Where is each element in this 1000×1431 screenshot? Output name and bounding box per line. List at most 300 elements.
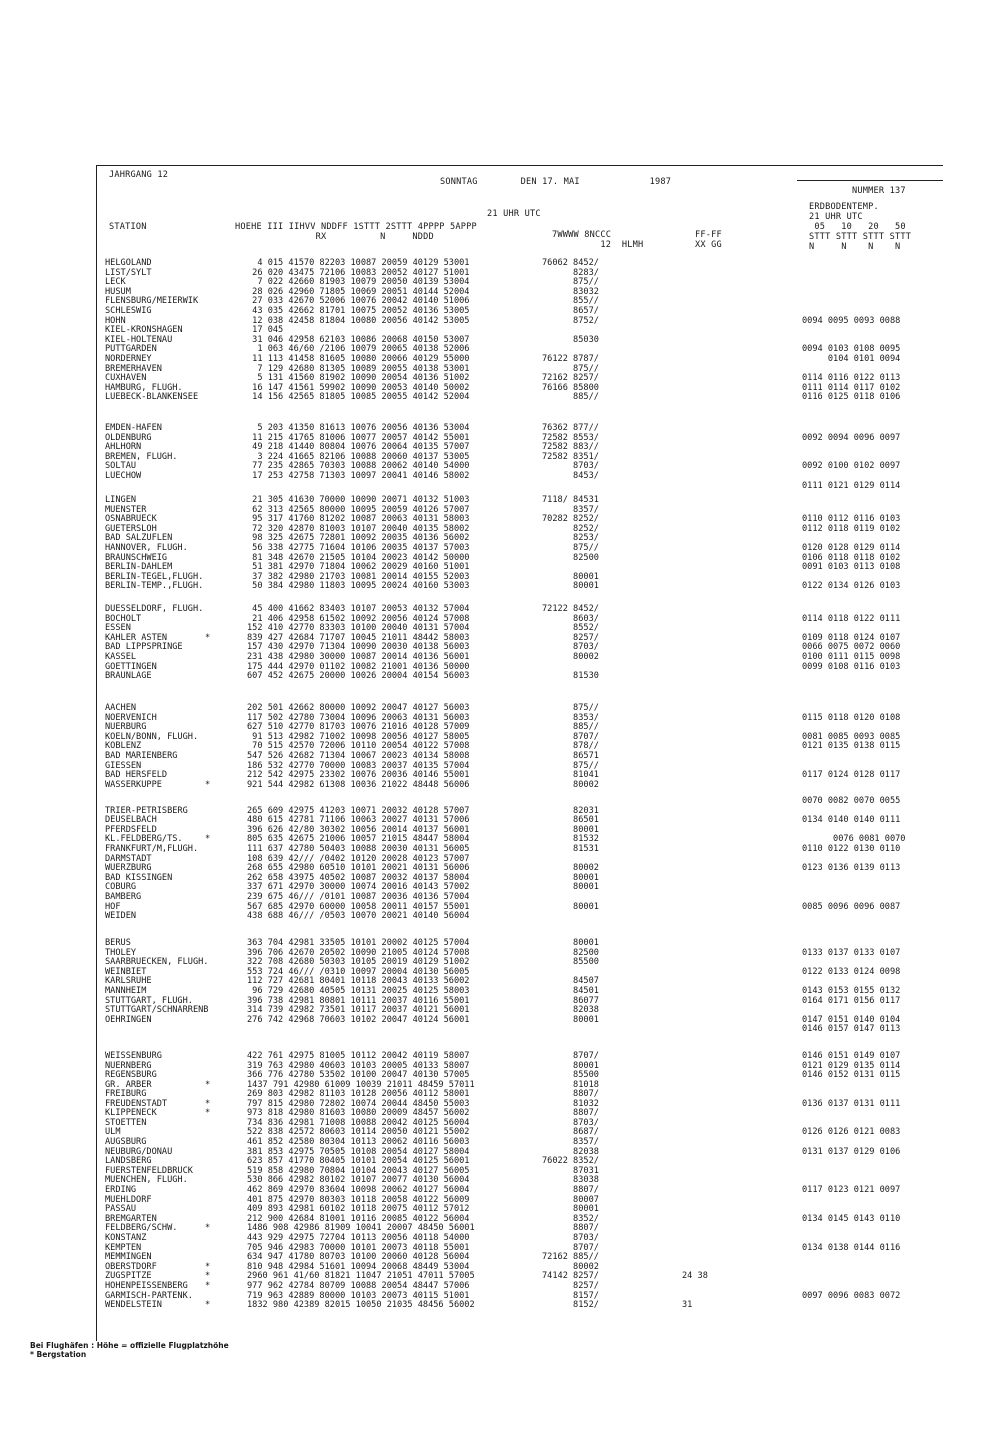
station-row (97, 815, 943, 825)
station-row (97, 392, 943, 402)
soil-temperatures: 0112 0118 0119 0102 (802, 523, 901, 534)
station-row (97, 614, 943, 624)
weather-code: 81032 (542, 1098, 599, 1109)
station-name: KOBLENZ (105, 741, 142, 752)
station-name: WEIDEN (105, 911, 137, 922)
synop-values: 443 929 42975 72704 10113 20056 40118 54000 (247, 1233, 470, 1243)
station-name: OBERSTDORF (105, 1261, 157, 1272)
soil-temp-header: ERDBODENTEMP. (809, 202, 879, 212)
soil-temperatures: 0114 0118 0122 0111 (802, 613, 901, 624)
station-name: FRANKFURT/M,FLUGH. (105, 844, 199, 854)
synop-values: 17 045 (247, 325, 284, 336)
weather-code: 80007 (542, 1194, 599, 1205)
weather-code: 76022 8352/ (542, 1156, 599, 1167)
station-row (97, 452, 943, 462)
station-row (97, 1089, 943, 1099)
soil-temperatures: 0092 0100 0102 0097 (802, 461, 901, 472)
station-name: BREMGARTEN (105, 1213, 157, 1224)
station-name: LUECHOW (105, 471, 142, 481)
weather-code: 72582 883// (542, 442, 599, 453)
mountain-station-marker: * (205, 779, 211, 790)
station-row (97, 524, 943, 534)
soil-temperatures: 0133 0137 0133 0107 (802, 947, 901, 958)
station-row (97, 854, 943, 864)
synop-values: 705 946 42983 70000 10101 20073 40118 55001 (247, 1242, 470, 1253)
synop-values: 91 513 42982 71002 10098 20056 40127 58005 (247, 731, 470, 742)
soil-temperatures: 0094 0103 0108 0095 (802, 344, 901, 355)
weather-code: 8703/ (542, 1117, 599, 1128)
station-row (97, 1291, 943, 1301)
weather-code: 81018 (542, 1079, 599, 1090)
station-name: PUTTGARDEN (105, 344, 157, 355)
weather-code: 8257/ (542, 632, 599, 643)
station-name: SOLTAU (105, 461, 137, 472)
weather-code: 8707/ (542, 731, 599, 742)
weather-code: 8157/ (542, 1290, 599, 1301)
soil-temperatures: 0117 0124 0128 0117 (802, 770, 901, 781)
synop-values: 43 035 42662 81701 10075 20052 40136 53005 (247, 306, 470, 316)
station-row (97, 873, 943, 883)
weather-code: 8807/ (542, 1089, 599, 1099)
synop-values: 77 235 42865 70303 10088 20062 40140 54000 (247, 461, 470, 472)
mountain-station-marker: * (205, 1281, 211, 1291)
soil-temperatures: 0111 0121 0129 0114 (802, 480, 901, 491)
station-name: DARMSTADT (105, 853, 152, 864)
synop-values: 7 129 42680 81305 10089 20055 40138 53001 (247, 363, 470, 374)
synop-values: 49 218 41440 80804 10076 20064 40135 57007 (247, 442, 470, 453)
station-name: AUGSBURG (105, 1137, 147, 1147)
utc-label: 21 UHR UTC (487, 209, 541, 219)
station-row (97, 461, 943, 471)
synop-values: 973 818 42980 81603 10080 20009 48457 56002 (247, 1108, 470, 1119)
gust-values: 31 (682, 1300, 693, 1311)
station-name: CUXHAVEN (105, 373, 147, 384)
station-row (97, 1061, 943, 1071)
weather-code: 70282 8252/ (542, 514, 599, 525)
station-row (97, 662, 943, 672)
weather-code: 8257/ (542, 1281, 599, 1291)
station-name: KIEL-HOLTENAU (105, 334, 173, 345)
soil-temperatures: 0114 0116 0122 0113 (802, 373, 901, 384)
soil-temperatures: 0085 0096 0096 0087 (802, 901, 901, 912)
synop-values: 45 400 41662 83403 10107 20053 40132 57004 (247, 604, 470, 614)
weather-code: 80002 (542, 1261, 599, 1272)
weather-code: 84507 (542, 976, 599, 987)
synop-values: 21 406 42958 61502 10092 20056 40124 57008 (247, 613, 470, 624)
weather-code: 878// (542, 741, 599, 752)
station-row (97, 1223, 943, 1233)
station-name: BERLIN-TEMP.,FLUGH. (105, 581, 204, 592)
soil-temp-depths: 05 10 20 50 (809, 222, 906, 232)
station-name: BAD HERSFELD (105, 770, 168, 781)
weather-code: 80001 (542, 1204, 599, 1215)
synop-values: 202 501 42662 80000 10092 20047 40127 56003 (247, 703, 470, 713)
station-row (97, 1271, 943, 1281)
weather-code: 8807/ (542, 1223, 599, 1234)
station-row (97, 1051, 943, 1061)
synop-values: 396 626 42/80 30302 10056 20014 40137 56001 (247, 824, 470, 835)
weather-code: 76062 8452/ (542, 258, 599, 268)
station-row (97, 1243, 943, 1253)
synop-values: 186 532 42770 70000 10083 20037 40135 57004 (247, 760, 470, 771)
station-row (97, 713, 943, 723)
weather-code: 8353/ (542, 712, 599, 723)
station-name: NUERBURG (105, 722, 147, 733)
synop-values: 1 063 46/60 /2106 10079 20065 40138 52006 (247, 344, 470, 355)
synop-values: 231 438 42980 30000 10087 20014 40136 56001 (247, 652, 470, 662)
weather-column-header: 7WWWW 8NCCC (552, 230, 612, 240)
station-row (97, 911, 943, 921)
station-row (97, 553, 943, 563)
station-row (97, 383, 943, 393)
station-name: HOF (105, 901, 121, 912)
synop-values: 409 893 42981 60102 10118 20075 40112 57012 (247, 1204, 470, 1215)
weather-code: 8252/ (542, 523, 599, 534)
station-name: AHLHORN (105, 442, 142, 453)
station-row (97, 770, 943, 780)
station-name: MANNHEIM (105, 986, 147, 996)
station-name: WEISSENBURG (105, 1051, 162, 1061)
station-name: BAMBERG (105, 892, 142, 902)
station-name: MEMMINGEN (105, 1252, 152, 1263)
station-name: KEMPTEN (105, 1242, 142, 1253)
station-name: BRAUNSCHWEIG (105, 552, 168, 563)
mountain-station-marker: * (205, 1098, 211, 1109)
mountain-station-marker: * (205, 834, 211, 845)
gust-column-subheader: XX GG (695, 240, 722, 250)
soil-temperatures: 0146 0152 0131 0115 (802, 1070, 901, 1081)
station-name: ZUGSPITZE (105, 1271, 152, 1282)
station-row (97, 780, 943, 790)
synop-values: 11 215 41765 81006 10077 20057 40142 55001 (247, 432, 470, 443)
station-row (97, 863, 943, 873)
synop-values: 623 857 41770 80405 10101 20054 40125 56001 (247, 1156, 470, 1167)
station-row (97, 938, 943, 948)
station-row (97, 967, 943, 977)
synop-values: 396 738 42981 80801 10111 20037 40116 55001 (247, 995, 470, 1006)
synop-values: 1832 980 42389 82015 10050 21035 48456 56002 (247, 1300, 475, 1311)
weather-code: 8703/ (542, 461, 599, 472)
synop-values: 519 858 42980 70804 10104 20043 40127 56005 (247, 1165, 470, 1176)
station-name: SAARBRUECKEN, FLUGH. (105, 957, 209, 968)
station-row (97, 1300, 943, 1310)
station-name: HAMBURG, FLUGH. (105, 382, 183, 393)
soil-temperatures: 0081 0085 0093 0085 (802, 731, 901, 742)
station-row (97, 806, 943, 816)
mountain-station-marker: * (205, 1079, 211, 1090)
station-row (97, 354, 943, 364)
synop-values: 530 866 42982 80102 10107 20077 40130 56004 (247, 1175, 470, 1186)
soil-temperatures: 0076 0081 0070 (802, 834, 906, 845)
synop-values: 157 430 42970 71304 10090 20030 40138 56003 (247, 642, 470, 653)
weather-code: 875// (542, 543, 599, 553)
soil-temperatures: 0070 0082 0070 0055 (802, 796, 901, 806)
soil-temperatures: 0126 0126 0121 0083 (802, 1127, 901, 1138)
station-row (97, 471, 943, 481)
soil-temperatures: 0109 0118 0124 0107 (802, 632, 901, 643)
synop-values: 547 526 42682 71304 10067 20023 40134 58008 (247, 751, 470, 761)
weather-code: 8283/ (542, 267, 599, 278)
station-row (97, 1070, 943, 1080)
jahrgang-label: JAHRGANG 12 (109, 170, 169, 180)
station-name: MUENSTER (105, 504, 147, 515)
synop-values: 72 320 42870 81003 10107 20040 40135 58002 (247, 523, 470, 534)
weather-code: 885// (542, 722, 599, 733)
station-row (97, 892, 943, 902)
station-name: GR. ARBER (105, 1079, 152, 1090)
station-column-header: STATION (109, 222, 147, 232)
station-row (97, 344, 943, 354)
weather-code: 85500 (542, 1070, 599, 1081)
station-name: OLDENBURG (105, 432, 152, 443)
synop-values: 480 615 42781 71106 10063 20027 40131 57006 (247, 815, 470, 826)
weather-code: 8357/ (542, 504, 599, 515)
synop-values: 117 502 42780 73004 10096 20063 40131 56003 (247, 712, 470, 723)
synop-values: 21 305 41630 70000 10090 20071 40132 51003 (247, 495, 470, 505)
station-name: COBURG (105, 882, 137, 893)
synop-values: 462 869 42970 83604 10098 20062 40127 56004 (247, 1185, 470, 1195)
weather-code: 85500 (542, 957, 599, 968)
station-name: NORDERNEY (105, 354, 152, 364)
station-name: BERUS (105, 938, 131, 948)
soil-temperatures: 0146 0157 0147 0113 (802, 1024, 901, 1035)
station-row (97, 902, 943, 912)
station-name: BREMERHAVEN (105, 363, 162, 374)
weather-code: 80001 (542, 1014, 599, 1025)
synop-values: 262 658 43975 40502 10087 20032 40137 58004 (247, 872, 470, 883)
soil-temperatures: 0123 0136 0139 0113 (802, 863, 901, 874)
station-row (97, 1195, 943, 1205)
weather-column-subheader: 12 HLMH (552, 240, 644, 250)
station-row (97, 1185, 943, 1195)
synop-values: 337 671 42970 30000 10074 20016 40143 57002 (247, 882, 470, 893)
station-row (97, 1204, 943, 1214)
weather-code: 885// (542, 392, 599, 403)
station-row (97, 722, 943, 732)
synop-values: 5 131 41560 81902 10090 20054 40136 51002 (247, 373, 470, 384)
station-name: PFERDSFELD (105, 824, 157, 835)
synop-values: 438 688 46/// /0503 10070 20021 40140 56004 (247, 911, 470, 922)
weather-report-sheet (96, 165, 943, 1341)
soil-temperatures: 0106 0118 0118 0102 (802, 552, 901, 563)
station-row (97, 623, 943, 633)
station-name: BRAUNLAGE (105, 671, 152, 682)
weather-code: 80001 (542, 581, 599, 592)
station-name: WASSERKUPPE (105, 779, 162, 790)
station-name: OSNABRUECK (105, 514, 157, 525)
station-row (97, 996, 943, 1006)
soil-temperatures: 0122 0134 0126 0103 (802, 581, 901, 592)
weather-code: 875// (542, 760, 599, 771)
soil-temperatures: 0117 0123 0121 0097 (802, 1185, 901, 1195)
station-name: STUTTGART/SCHNARRENB (105, 1005, 209, 1016)
synop-values: 17 253 42758 71303 10097 20041 40146 58002 (247, 471, 470, 481)
synop-values: 98 325 42675 72801 10092 20035 40136 56002 (247, 533, 470, 544)
soil-temperatures: 0134 0145 0143 0110 (802, 1213, 901, 1224)
station-row (97, 1099, 943, 1109)
synop-values: 12 038 42458 81804 10080 20056 40142 53005 (247, 315, 470, 326)
weather-code: 82038 (542, 1146, 599, 1157)
weather-code: 87031 (542, 1165, 599, 1176)
nummer-rule (797, 180, 943, 181)
station-row (97, 1005, 943, 1015)
synop-values: 7 022 42660 81903 10079 20050 40139 53004 (247, 277, 470, 288)
station-row (97, 572, 943, 582)
synop-values: 269 803 42982 81103 10128 20056 40112 58001 (247, 1089, 470, 1099)
station-name: LANDSBERG (105, 1156, 152, 1167)
soil-temperatures: 0094 0095 0093 0088 (802, 315, 901, 326)
station-name: KIEL-KRONSHAGEN (105, 325, 183, 336)
synop-values: 366 776 42780 53502 10100 20047 40130 57005 (247, 1070, 470, 1081)
synop-values: 27 033 42670 52006 10076 20042 40140 51006 (247, 296, 470, 307)
soil-temperatures: 0147 0151 0140 0104 (802, 1014, 901, 1025)
station-name: ESSEN (105, 623, 131, 634)
weather-code: 72122 8452/ (542, 604, 599, 614)
station-row (97, 1175, 943, 1185)
station-name: FLENSBURG/MEIERWIK (105, 296, 199, 307)
station-row (97, 671, 943, 681)
station-name: WEINBIET (105, 966, 147, 977)
station-name: HANNOVER, FLUGH. (105, 543, 188, 553)
mountain-station-marker: * (205, 632, 211, 643)
synop-values: 108 639 42/// /0402 10120 20028 40123 57007 (247, 853, 470, 864)
weather-code: 72162 885// (542, 1252, 599, 1263)
weather-code: 8357/ (542, 1137, 599, 1147)
station-name: NEUBURG/DONAU (105, 1146, 173, 1157)
nummer-label: NUMMER 137 (852, 186, 906, 196)
station-row (97, 844, 943, 854)
weather-code: 875// (542, 277, 599, 288)
station-name: KONSTANZ (105, 1233, 147, 1243)
mountain-station-marker: * (205, 1223, 211, 1234)
synop-values: 212 900 42684 81001 10116 20085 40122 56004 (247, 1213, 470, 1224)
station-name: FREIBURG (105, 1089, 147, 1099)
station-row (97, 741, 943, 751)
weather-code: 7118/ 84531 (542, 495, 599, 505)
station-name: DUESSELDORF, FLUGH. (105, 604, 204, 614)
station-row (97, 1127, 943, 1137)
weather-code: 80001 (542, 901, 599, 912)
weather-code: 8707/ (542, 1242, 599, 1253)
station-name: HOHN (105, 315, 126, 326)
synop-values: 26 020 43475 72106 10083 20052 40127 51001 (247, 267, 470, 278)
synop-values: 175 444 42970 01102 10082 21001 40136 50000 (247, 661, 470, 672)
station-name: FREUDENSTADT (105, 1098, 168, 1109)
synop-values: 734 836 42981 71008 10088 20042 40125 56004 (247, 1117, 470, 1128)
synop-values: 381 853 42975 70505 10108 20054 40127 58004 (247, 1146, 470, 1157)
soil-temp-units: STTT STTT STTT STTT (809, 232, 912, 242)
station-row (97, 533, 943, 543)
soil-temperatures: 0120 0128 0129 0114 (802, 543, 901, 553)
synop-values: 31 046 42958 62103 10086 20068 40150 53007 (247, 334, 470, 345)
weather-code: 8453/ (542, 471, 599, 481)
soil-temperatures: 0134 0140 0140 0111 (802, 815, 901, 826)
weather-code: 8703/ (542, 642, 599, 653)
weather-code: 8807/ (542, 1185, 599, 1195)
station-name: KARLSRUHE (105, 976, 152, 987)
station-row (97, 495, 943, 505)
station-name: GOETTINGEN (105, 661, 157, 672)
station-row (97, 1147, 943, 1157)
synop-values: 14 156 42565 81805 10085 20055 40142 52004 (247, 392, 470, 403)
weather-code: 82031 (542, 805, 599, 816)
station-row (97, 732, 943, 742)
weather-code: 8657/ (542, 306, 599, 316)
weather-code: 86501 (542, 815, 599, 826)
station-name: KAHLER ASTEN (105, 632, 168, 643)
station-name: REGENSBURG (105, 1070, 157, 1081)
weather-code: 82500 (542, 947, 599, 958)
synop-values: 634 947 41780 80703 10100 20060 40128 56004 (247, 1252, 470, 1263)
weather-code: 8603/ (542, 613, 599, 624)
station-row (97, 442, 943, 452)
soil-temperatures: 0092 0094 0096 0097 (802, 432, 901, 443)
synop-values: 56 338 42775 71604 10106 20035 40137 57003 (247, 543, 470, 553)
station-row (97, 505, 943, 515)
synop-values: 322 708 42680 50303 10105 20019 40129 51002 (247, 957, 470, 968)
soil-temperatures: 0091 0103 0113 0108 (802, 562, 901, 573)
station-name: HUSUM (105, 286, 131, 297)
date-line: SONNTAG DEN 17. MAI 1987 (440, 177, 672, 187)
station-name: LINGEN (105, 495, 137, 505)
station-name: FUERSTENFELDBRUCK (105, 1165, 193, 1176)
weather-code: 8703/ (542, 1233, 599, 1243)
synop-values: 3 224 41665 82106 10088 20060 40137 53005 (247, 451, 470, 462)
synop-values: 16 147 41561 59902 10090 20053 40140 50002 (247, 382, 470, 393)
soil-temperatures: 0100 0111 0115 0098 (802, 652, 901, 662)
station-row (97, 957, 943, 967)
station-row (97, 1214, 943, 1224)
station-name: BAD SALZUFLEN (105, 533, 173, 544)
synop-values: 719 963 42889 80000 10103 20073 40115 51001 (247, 1290, 470, 1301)
station-name: GIESSEN (105, 760, 142, 771)
station-row (97, 287, 943, 297)
station-name: BAD MARIENBERG (105, 751, 178, 761)
station-row (97, 543, 943, 553)
station-row (97, 373, 943, 383)
station-row (97, 1233, 943, 1243)
mountain-station-marker: * (205, 1261, 211, 1272)
station-name: NUERNBERG (105, 1060, 152, 1071)
weather-code: 76166 85800 (542, 382, 599, 393)
soil-temperatures: 0097 0096 0083 0072 (802, 1290, 901, 1301)
synop-values: 363 704 42981 33505 10101 20002 40125 57004 (247, 938, 470, 948)
station-name: LUEBECK-BLANKENSEE (105, 392, 199, 403)
synop-values: 567 685 42970 60000 10058 20011 40157 55001 (247, 901, 470, 912)
station-name: STUTTGART, FLUGH. (105, 995, 193, 1006)
weather-code: 80002 (542, 863, 599, 874)
weather-code: 875// (542, 363, 599, 374)
weather-code: 8687/ (542, 1127, 599, 1138)
soil-temperatures: 0121 0129 0135 0114 (802, 1060, 901, 1071)
station-name: BERLIN-DAHLEM (105, 562, 173, 573)
synop-values: 70 515 42570 72006 10110 20054 40122 57008 (247, 741, 470, 752)
station-row (97, 1156, 943, 1166)
station-row (97, 825, 943, 835)
weather-code: 72582 8553/ (542, 432, 599, 443)
weather-code: 8253/ (542, 533, 599, 544)
weather-code: 8352/ (542, 1213, 599, 1224)
station-name: LECK (105, 277, 126, 288)
station-row (97, 306, 943, 316)
station-name: BREMEN, FLUGH. (105, 451, 178, 462)
weather-code: 80002 (542, 652, 599, 662)
station-name: TRIER-PETRISBERG (105, 805, 188, 816)
station-row (97, 1118, 943, 1128)
station-name: BAD LIPPSPRINGE (105, 642, 183, 653)
station-name: HOHENPEISSENBERG (105, 1281, 188, 1291)
station-row (97, 1024, 943, 1034)
